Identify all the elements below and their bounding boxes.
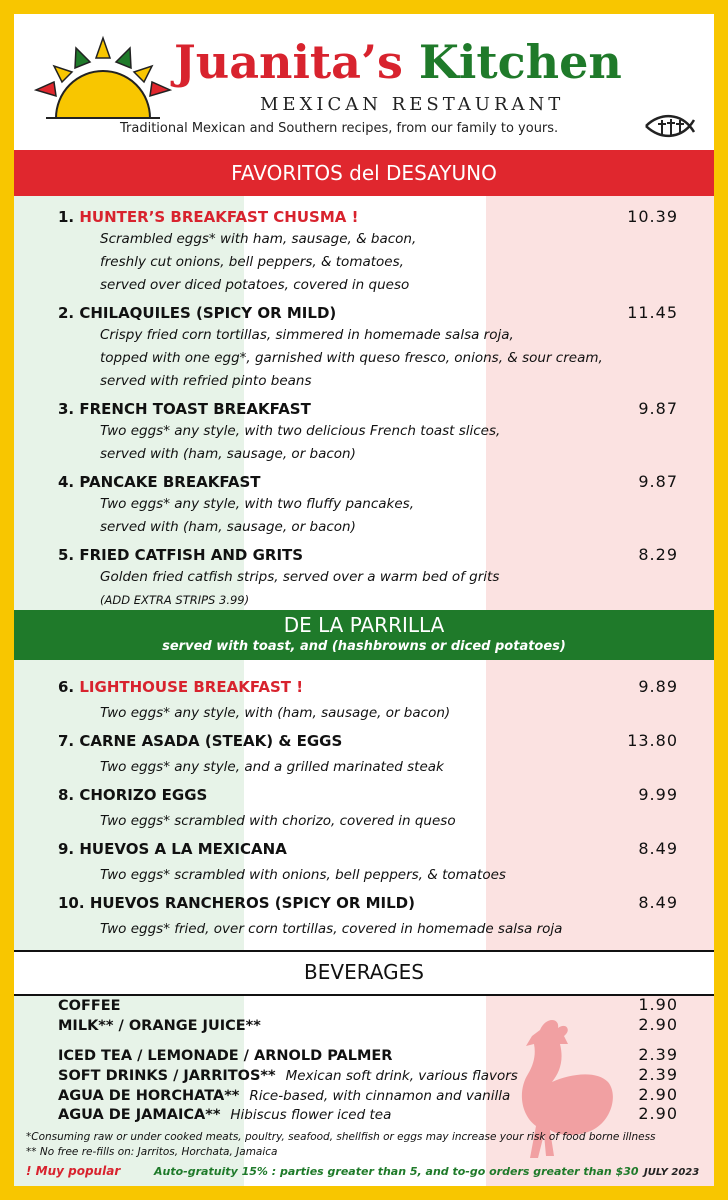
item-description: Two eggs* any style, and a grilled marinated steak [100, 759, 444, 775]
item-description: Two eggs* fried, over corn tortillas, covered in homemade salsa roja [100, 921, 563, 937]
beverage-price: 2.39 [638, 1045, 678, 1064]
item-description: Crispy fried corn tortillas, simmered in homemade salsa roja, [100, 327, 514, 343]
item-price: 8.29 [638, 545, 678, 564]
popular-legend: ! Muy popular [26, 1164, 121, 1178]
item-description: freshly cut onions, bell peppers, & tomatoes, [100, 254, 404, 270]
item-number: 9. [58, 840, 75, 858]
item-name: CHILAQUILES (SPICY OR MILD) [79, 304, 337, 322]
beverage-name: AGUA DE HORCHATA** [58, 1088, 240, 1104]
item-description: Two eggs* any style, with (ham, sausage, or bacon) [100, 705, 451, 721]
item-description: served with (ham, sausage, or bacon) [100, 446, 356, 462]
beverage-price: 2.90 [638, 1015, 678, 1034]
item-name: CHORIZO EGGS [79, 786, 208, 804]
item-number: 5. [58, 546, 75, 564]
item-name: LIGHTHOUSE BREAKFAST ! [79, 678, 304, 696]
food-safety-note: *Consuming raw or under cooked meats, poultry, seafood, shellfish or eggs may increase your risk of food borne illness [26, 1131, 656, 1143]
gratuity-note: Auto-gratuity 15% : parties greater than 5, and to-go orders greater than $30 [154, 1165, 639, 1178]
header [14, 14, 714, 150]
beverage-name: SOFT DRINKS / JARRITOS** [58, 1068, 276, 1084]
beverage-price: 2.39 [638, 1065, 678, 1084]
menu-item [58, 838, 678, 887]
item-description: served with refried pinto beans [100, 373, 312, 389]
item-name: HUEVOS RANCHEROS (SPICY OR MILD) [89, 894, 415, 912]
beverage-description: Mexican soft drink, various flavors [285, 1068, 518, 1084]
item-price: 9.87 [638, 472, 678, 491]
item-name: FRENCH TOAST BREAKFAST [79, 400, 311, 418]
restaurant-subtitle: MEXICAN RESTAURANT [260, 94, 565, 115]
item-number: 1. [58, 208, 75, 226]
beverage-name: ICED TEA / LEMONADE / ARNOLD PALMER [58, 1048, 393, 1064]
restaurant-title [174, 34, 622, 90]
beverage-description: Hibiscus flower iced tea [230, 1107, 392, 1123]
beverage-item [58, 1104, 678, 1124]
section-grill-subtitle: served with toast, and (hashbrowns or diced potatoes) [162, 639, 566, 654]
menu-item [58, 302, 678, 393]
item-description: served with (ham, sausage, or bacon) [100, 519, 356, 535]
beverage-item [58, 1085, 678, 1105]
beverage-name: MILK** / ORANGE JUICE** [58, 1018, 261, 1034]
item-price: 9.87 [638, 399, 678, 418]
title-juanitas: Juanita’s [174, 35, 403, 89]
beverage-item [58, 1065, 678, 1085]
item-addon-note: (ADD EXTRA STRIPS 3.99) [100, 593, 250, 607]
menu-item [58, 544, 678, 612]
menu-item [58, 398, 678, 466]
section-beverages-header: BEVERAGES [14, 950, 714, 996]
menu-item [58, 892, 678, 941]
tagline: Traditional Mexican and Southern recipes, from our family to yours. [120, 121, 559, 136]
beverage-name: COFFEE [58, 998, 121, 1014]
item-number: 3. [58, 400, 75, 418]
section-grill-title: DE LA PARRILLA [283, 613, 445, 637]
item-name: FRIED CATFISH AND GRITS [79, 546, 304, 564]
beverage-price: 1.90 [638, 995, 678, 1014]
section-breakfast-header: FAVORITOS del DESAYUNO [14, 150, 714, 196]
item-description: served over diced potatoes, covered in queso [100, 277, 410, 293]
item-number: 7. [58, 732, 75, 750]
beverage-price: 2.90 [638, 1104, 678, 1123]
menu-item [58, 676, 678, 725]
menu-item [58, 730, 678, 779]
beverage-item [58, 1045, 678, 1065]
menu-item [58, 471, 678, 539]
item-price: 8.49 [638, 893, 678, 912]
menu-item [58, 784, 678, 833]
item-description: Two eggs* scrambled with onions, bell peppers, & tomatoes [100, 867, 506, 883]
item-price: 9.99 [638, 785, 678, 804]
item-description: Scrambled eggs* with ham, sausage, & bacon, [100, 231, 417, 247]
item-number: 4. [58, 473, 75, 491]
ichthys-fish-icon [642, 110, 702, 142]
item-name: PANCAKE BREAKFAST [79, 473, 261, 491]
item-number: 2. [58, 304, 75, 322]
item-name: CARNE ASADA (STEAK) & EGGS [79, 732, 343, 750]
section-grill-header [14, 610, 714, 660]
beverage-price: 2.90 [638, 1085, 678, 1104]
item-description: topped with one egg*, garnished with queso fresco, onions, & sour cream, [100, 350, 603, 366]
item-number: 6. [58, 678, 75, 696]
item-price: 11.45 [627, 303, 678, 322]
item-price: 8.49 [638, 839, 678, 858]
item-price: 13.80 [627, 731, 678, 750]
item-number: 8. [58, 786, 75, 804]
refill-note: ** No free re-fills on: Jarritos, Horchata, Jamaica [26, 1146, 278, 1158]
menu-date: JULY 2023 [644, 1167, 700, 1178]
item-name: HUEVOS A LA MEXICANA [79, 840, 287, 858]
menu-item [58, 206, 678, 297]
item-description: Two eggs* scrambled with chorizo, covered in queso [100, 813, 456, 829]
item-name: HUNTER’S BREAKFAST CHUSMA ! [79, 208, 359, 226]
beverage-name: AGUA DE JAMAICA** [58, 1107, 221, 1123]
beverage-description: Rice-based, with cinnamon and vanilla [249, 1088, 511, 1104]
item-description: Two eggs* any style, with two fluffy pancakes, [100, 496, 414, 512]
beverage-item [58, 1015, 678, 1035]
beverage-item [58, 995, 678, 1015]
item-description: Golden fried catfish strips, served over a warm bed of grits [100, 569, 500, 585]
item-price: 10.39 [627, 207, 678, 226]
item-description: Two eggs* any style, with two delicious French toast slices, [100, 423, 501, 439]
item-number: 10. [58, 894, 85, 912]
title-kitchen: Kitchen [418, 35, 622, 89]
item-price: 9.89 [638, 677, 678, 696]
sun-logo-icon [28, 32, 178, 132]
